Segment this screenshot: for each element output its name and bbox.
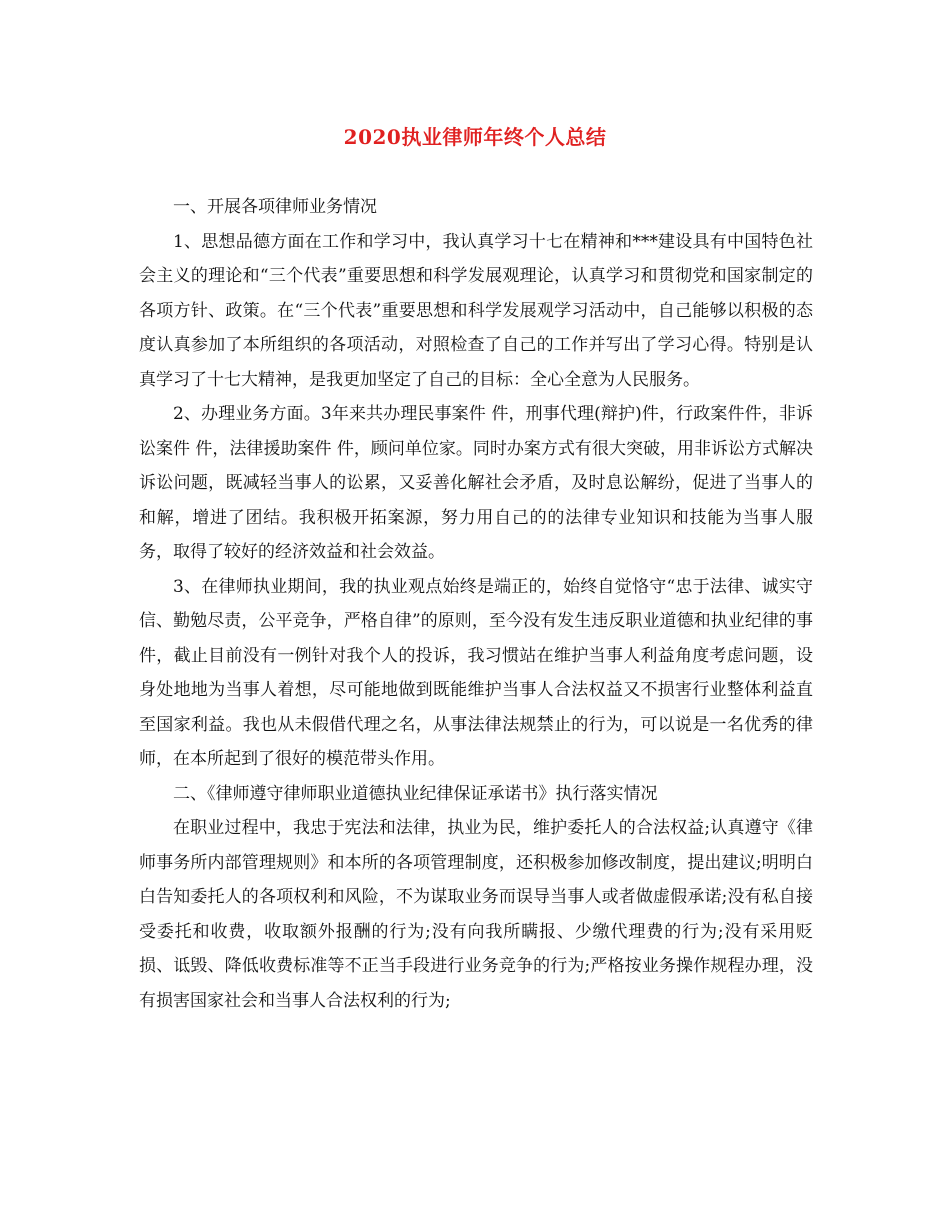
- paragraph-4: 在职业过程中，我忠于宪法和法律，执业为民，维护委托人的合法权益;认真遵守《律师事务所内部管理规则》和本所的各项管理制度，还积极参加修改制度，提出建议;明明白白告知委托人的各项权利和风险，不为谋取业务而误导当事人或者做虚假承诺;没有私自接受委托和收费，收取额外报酬的行为;没有向我所瞒报、少缴代理费的行为;没有采用贬损、诋毁、降低收费标准等不正当手段进行业务竞争的行为;严格按业务操作规程办理，没有损害国家社会和当事人合法权利的行为;: [139, 818, 813, 1011]
- section-heading-2: 二、《律师遵守律师职业道德执业纪律保证承诺书》执行落实情况: [173, 783, 658, 804]
- paragraph-1: 1、思想品德方面在工作和学习中，我认真学习十七在精神和***建设具有中国特色社会主义的理论和“三个代表”重要思想和科学发展观理论，认真学习和贯彻党和国家制定的各项方针、政策。在“三个代表”重要思想和科学发展观学习活动中，自己能够以积极的态度认真参加了本所组织的各项活动，对照检查了自己的工作并写出了学习心得。特别是认真学习了十七大精神，是我更加坚定了自己的目标：全心全意为人民服务。: [139, 231, 813, 390]
- paragraph-3: 3、在律师执业期间，我的执业观点始终是端正的，始终自觉恪守“忠于法律、诚实守信、勤勉尽责，公平竞争，严格自律”的原则，至今没有发生违反职业道德和执业纪律的事件，截止目前没有一例针对我个人的投诉，我习惯站在维护当事人利益角度考虑问题，设身处地地为当事人着想，尽可能地做到既能维护当事人合法权益又不损害行业整体利益直至国家利益。我也从未假借代理之名，从事法律法规禁止的行为，可以说是一名优秀的律师，在本所起到了很好的模范带头作用。: [139, 576, 813, 769]
- document-body: [139, 190, 813, 1018]
- paragraph-2: 2、办理业务方面。3年来共办理民事案件 件，刑事代理(辩护)件，行政案件件，非诉讼案件 件，法律援助案件 件，顾问单位家。同时办案方式有很大突破，用非诉讼方式解决诉讼问题，既减轻当事人的讼累，又妥善化解社会矛盾，及时息讼解纷，促进了当事人的和解，增进了团结。我积极开拓案源，努力用自己的的法律专业知识和技能为当事人服务，取得了较好的经济效益和社会效益。: [139, 404, 813, 562]
- document-title: 2020执业律师年终个人总结: [343, 125, 607, 149]
- section-heading-1: 一、开展各项律师业务情况: [173, 197, 377, 217]
